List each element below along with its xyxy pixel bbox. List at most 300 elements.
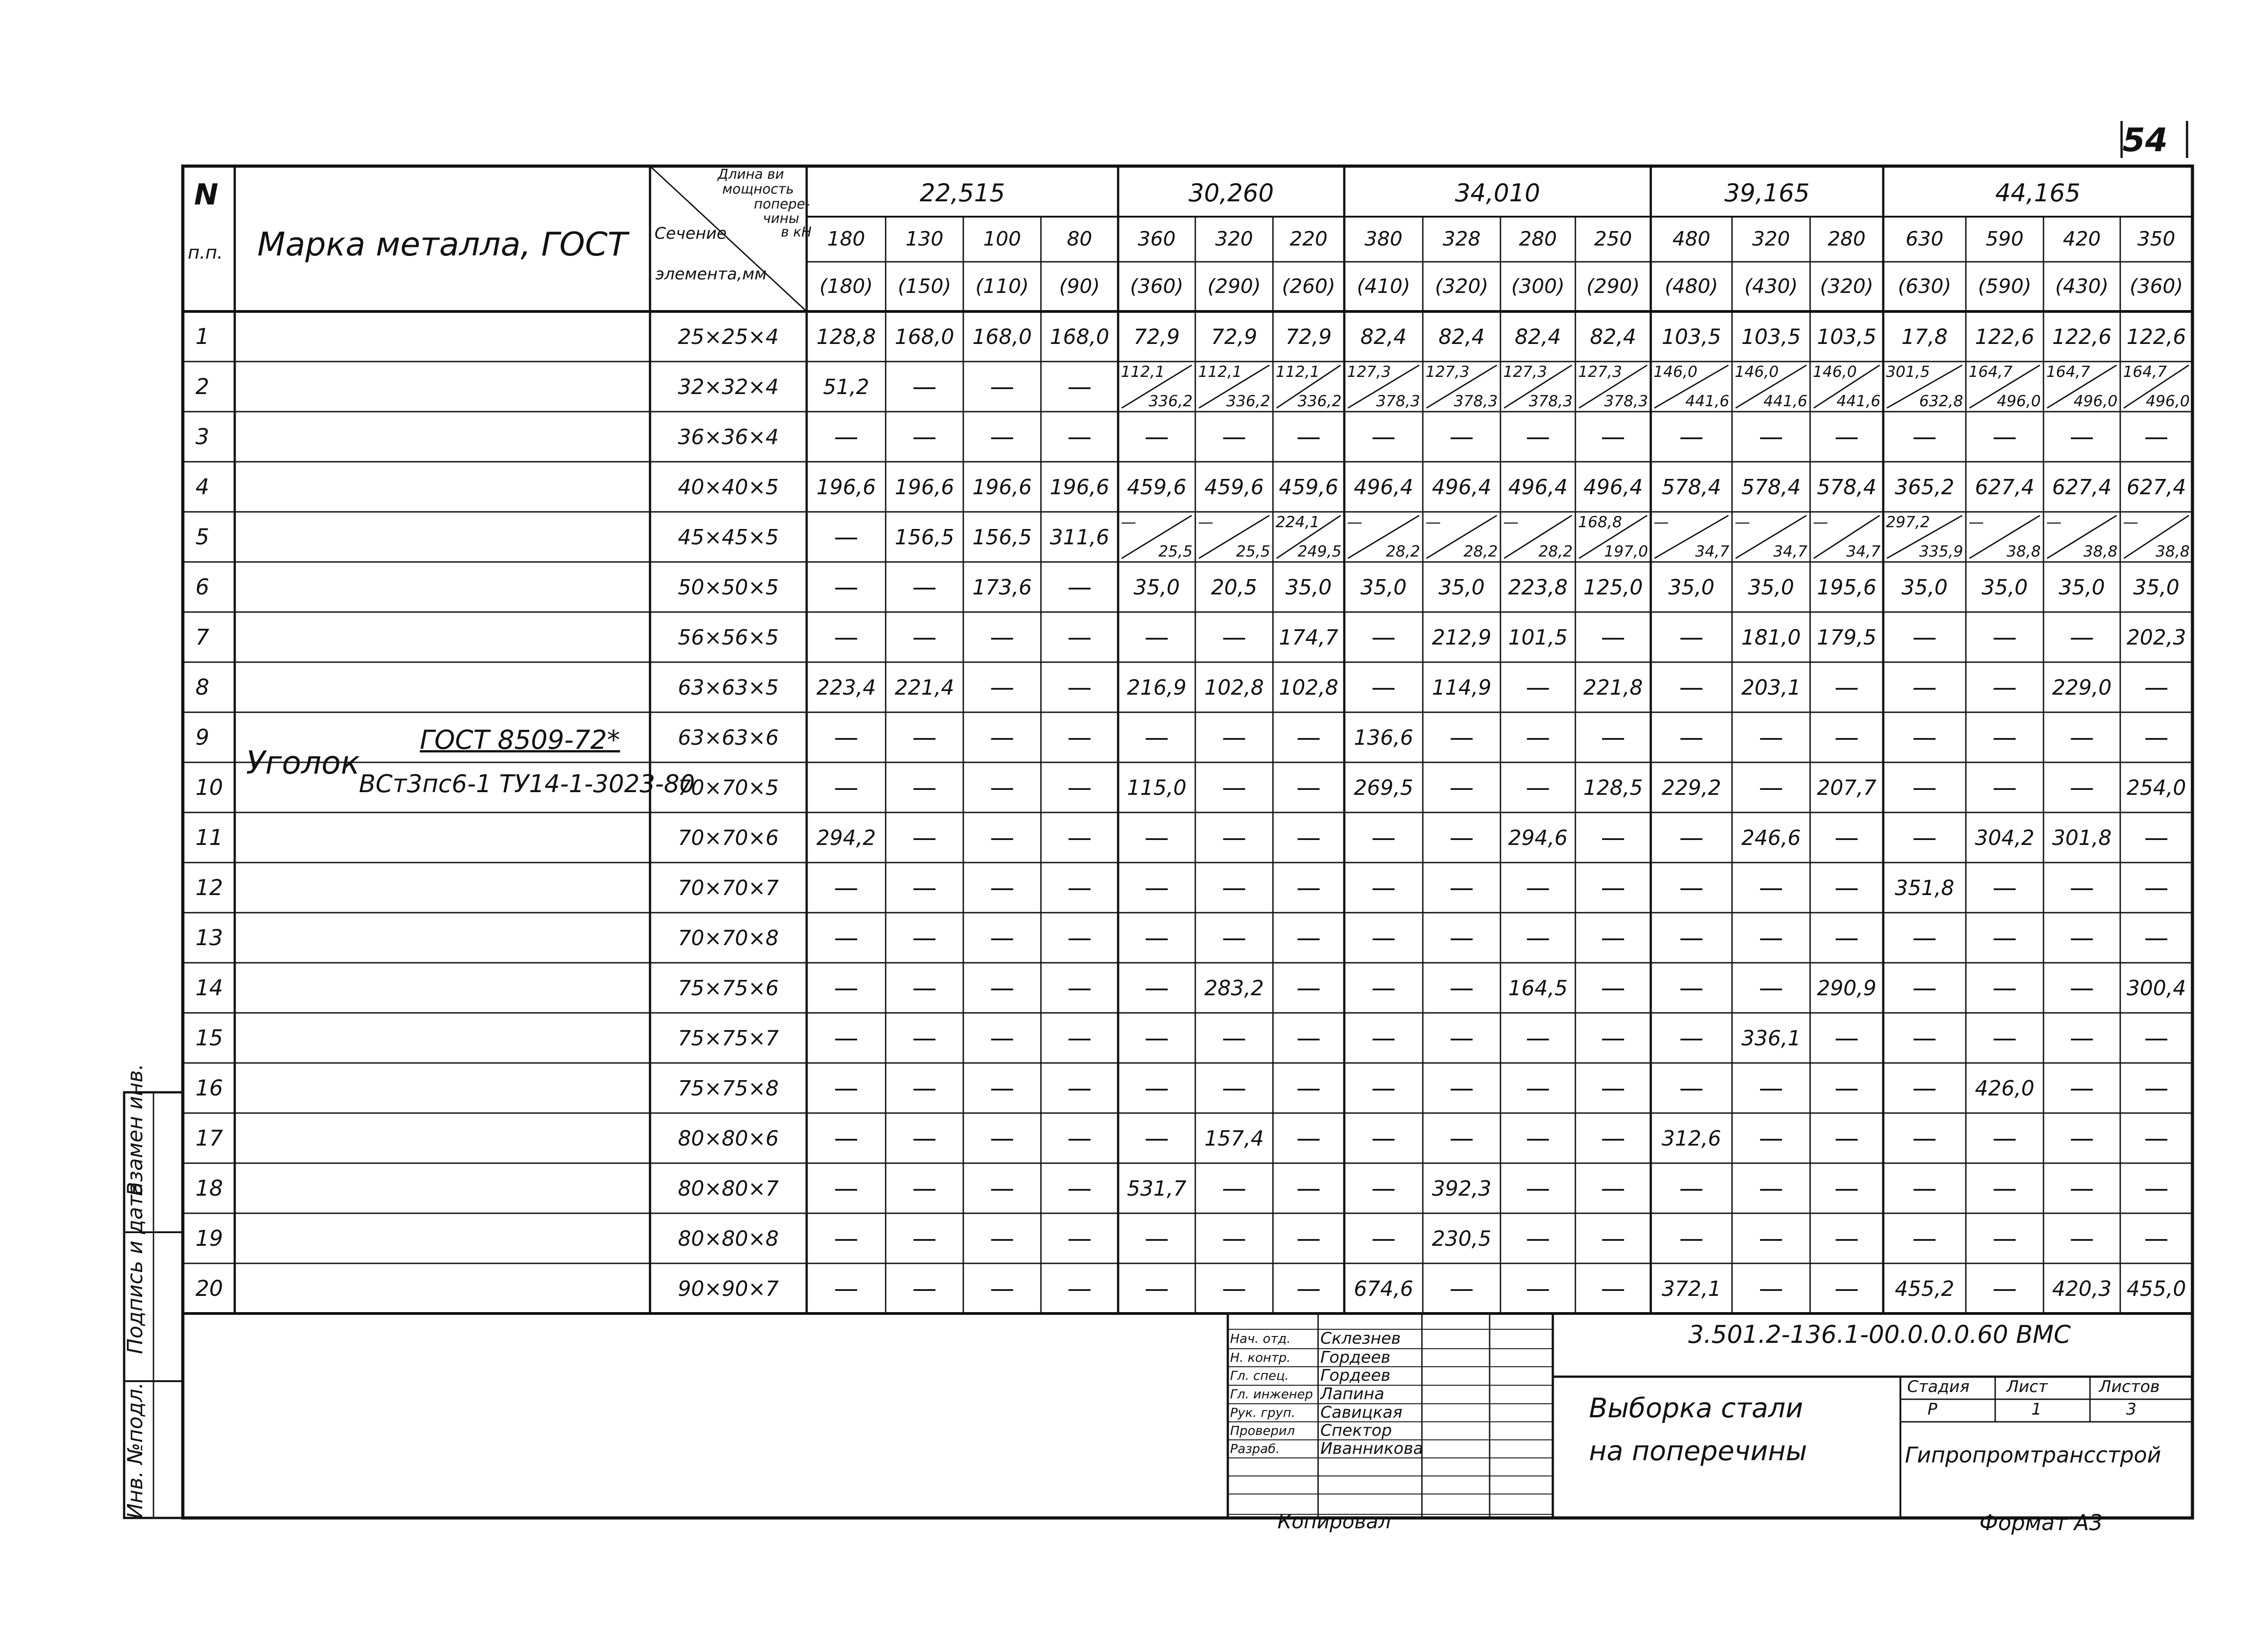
fraction-top: — xyxy=(1969,513,1984,531)
value-cell: 122,6 xyxy=(2127,324,2186,349)
value-cell: — xyxy=(2070,923,2094,952)
value-cell: 216,9 xyxy=(1127,675,1187,700)
value-cell: 173,6 xyxy=(972,575,1032,599)
value-cell: — xyxy=(1601,873,1625,902)
fraction-cell xyxy=(1273,512,1344,562)
value-cell: 164,5 xyxy=(1508,975,1568,1000)
fraction-bottom: 38,8 xyxy=(2006,543,2041,561)
value-cell: — xyxy=(1144,1224,1169,1253)
value-cell: — xyxy=(1067,973,1092,1002)
side-label-replace: Взамен инв. xyxy=(123,1063,147,1196)
fraction-bottom: 28,2 xyxy=(1463,543,1498,561)
value-cell: — xyxy=(2070,773,2094,802)
value-cell: — xyxy=(1526,673,1550,701)
stamp-name: Лапина xyxy=(1320,1385,1384,1403)
value-cell: — xyxy=(1371,973,1396,1002)
fraction-top: — xyxy=(2123,513,2138,531)
value-cell: — xyxy=(2070,422,2094,451)
value-cell: — xyxy=(1144,1023,1169,1052)
value-cell: — xyxy=(1526,1224,1550,1253)
capacity-top: 100 xyxy=(983,227,1021,251)
fraction-cell xyxy=(1118,512,1195,562)
value-cell: — xyxy=(1371,1224,1396,1253)
section-size: 56×56×5 xyxy=(678,625,779,650)
value-cell: 51,2 xyxy=(823,374,869,399)
value-cell: — xyxy=(2144,1123,2169,1152)
capacity-top: 350 xyxy=(2137,227,2175,251)
capacity-bottom: (260) xyxy=(1282,275,1336,298)
value-cell: — xyxy=(1144,622,1169,651)
value-cell: — xyxy=(990,673,1014,701)
value-cell: — xyxy=(1759,973,1783,1002)
diag-top-text: Длина ви xyxy=(718,167,784,182)
fraction-cell xyxy=(1575,362,1651,412)
capacity-top: 320 xyxy=(1215,227,1253,251)
value-cell: 496,4 xyxy=(1432,474,1491,499)
value-cell: — xyxy=(990,973,1014,1002)
fraction-bottom: 336,2 xyxy=(1297,392,1342,410)
value-cell: — xyxy=(1296,1174,1321,1202)
value-cell: — xyxy=(990,1274,1014,1303)
fraction-bottom: 632,8 xyxy=(1919,392,1963,410)
value-cell: — xyxy=(1526,1274,1550,1303)
value-cell: — xyxy=(1834,1123,1859,1152)
value-cell: — xyxy=(2144,873,2169,902)
value-cell: — xyxy=(1834,673,1859,701)
row-number: 2 xyxy=(195,374,209,399)
row-number: 16 xyxy=(195,1075,223,1101)
value-cell: — xyxy=(1679,622,1704,651)
fraction-bottom: 496,0 xyxy=(2073,392,2118,410)
value-cell: — xyxy=(1371,1174,1396,1202)
value-cell: — xyxy=(1759,1174,1783,1202)
fraction-cell xyxy=(1732,362,1810,412)
fraction-bottom: 496,0 xyxy=(2146,392,2190,410)
row-number: 7 xyxy=(195,624,209,650)
stamp-name: Савицкая xyxy=(1320,1403,1402,1422)
value-cell: — xyxy=(912,622,937,651)
stamp-name: Иванникова xyxy=(1320,1439,1423,1458)
value-cell: 229,0 xyxy=(2052,675,2112,700)
value-cell: 304,2 xyxy=(1975,825,2034,850)
value-cell: 496,4 xyxy=(1583,474,1643,499)
fraction-cell xyxy=(1423,512,1500,562)
value-cell: — xyxy=(1912,1174,1937,1202)
capacity-top: 250 xyxy=(1594,227,1632,251)
value-cell: — xyxy=(912,372,937,401)
value-cell: — xyxy=(2144,723,2169,752)
row-number: 6 xyxy=(195,574,209,600)
fraction-cell xyxy=(1651,362,1732,412)
capacity-top: 80 xyxy=(1067,227,1092,251)
value-cell: — xyxy=(1449,773,1474,802)
value-cell: 627,4 xyxy=(2127,474,2186,499)
value-cell: 578,4 xyxy=(1741,474,1801,499)
row-number: 19 xyxy=(195,1225,223,1251)
fraction-bottom: 38,8 xyxy=(2083,543,2118,561)
value-cell: — xyxy=(834,723,859,752)
value-cell: — xyxy=(1067,622,1092,651)
stamp-role: Гл. спец. xyxy=(1230,1368,1289,1383)
value-cell: — xyxy=(2070,1023,2094,1052)
fraction-top: 127,3 xyxy=(1503,363,1547,381)
stamp-role: Н. контр. xyxy=(1230,1350,1291,1365)
fraction-top: — xyxy=(1198,513,1213,531)
value-cell: — xyxy=(1759,723,1783,752)
value-cell: 420,3 xyxy=(2052,1276,2112,1301)
value-cell: — xyxy=(1067,372,1092,401)
section-size: 75×75×6 xyxy=(678,975,779,1000)
row-number: 1 xyxy=(195,324,209,349)
value-cell: — xyxy=(1526,773,1550,802)
value-cell: — xyxy=(1449,1073,1474,1102)
value-cell: — xyxy=(1222,1224,1246,1253)
value-cell: 82,4 xyxy=(1590,324,1636,349)
fraction-top: — xyxy=(1503,513,1519,531)
fraction-top: 164,7 xyxy=(2046,363,2090,381)
value-cell: 128,5 xyxy=(1583,775,1643,800)
section-size: 45×45×5 xyxy=(678,524,779,549)
capacity-top: 328 xyxy=(1443,227,1481,251)
value-cell: — xyxy=(1601,923,1625,952)
sheets-value: 3 xyxy=(2126,1400,2136,1419)
fraction-cell xyxy=(2120,512,2192,562)
value-cell: — xyxy=(1992,1224,2017,1253)
value-cell: — xyxy=(1067,873,1092,902)
capacity-bottom: (290) xyxy=(1207,275,1261,298)
fraction-cell xyxy=(1195,362,1273,412)
capacity-bottom: (630) xyxy=(1898,275,1951,298)
value-cell: — xyxy=(1679,973,1704,1002)
value-cell: 174,7 xyxy=(1279,625,1338,650)
value-cell: — xyxy=(1912,1073,1937,1102)
value-cell: — xyxy=(1912,823,1937,852)
doc-code: 3.501.2-136.1-00.0.0.0.60 ВМС xyxy=(1688,1320,2071,1349)
value-cell: — xyxy=(2070,1174,2094,1202)
value-cell: — xyxy=(1526,723,1550,752)
value-cell: — xyxy=(1992,1174,2017,1202)
value-cell: — xyxy=(990,372,1014,401)
value-cell: 102,8 xyxy=(1279,675,1338,700)
row-number: 20 xyxy=(195,1276,223,1301)
value-cell: 179,5 xyxy=(1817,625,1876,650)
value-cell: — xyxy=(912,572,937,601)
value-cell: — xyxy=(2070,1123,2094,1152)
capacity-top: 480 xyxy=(1672,227,1710,251)
value-cell: — xyxy=(1992,773,2017,802)
value-cell: — xyxy=(1679,823,1704,852)
section-size: 32×32×4 xyxy=(678,374,779,399)
value-cell: — xyxy=(834,1174,859,1202)
diag-top-text: попере- xyxy=(754,196,810,212)
value-cell: — xyxy=(1526,873,1550,902)
fraction-top: 164,7 xyxy=(1969,363,2013,381)
section-size: 70×70×5 xyxy=(678,775,779,800)
fraction-top: 112,1 xyxy=(1121,363,1165,381)
value-cell: — xyxy=(1601,1224,1625,1253)
value-cell: 627,4 xyxy=(1975,474,2034,499)
value-cell: — xyxy=(1222,1274,1246,1303)
value-cell: — xyxy=(1449,1123,1474,1152)
value-cell: — xyxy=(990,622,1014,651)
value-cell: 230,5 xyxy=(1432,1226,1491,1251)
stamp-role: Рук. груп. xyxy=(1230,1405,1296,1420)
value-cell: — xyxy=(1834,923,1859,952)
value-cell: — xyxy=(1222,622,1246,651)
value-cell: — xyxy=(2144,1073,2169,1102)
value-cell: — xyxy=(1144,422,1169,451)
value-cell: — xyxy=(1222,1023,1246,1052)
value-cell: 496,4 xyxy=(1354,474,1413,499)
value-cell: — xyxy=(1992,873,2017,902)
fraction-top: — xyxy=(1735,513,1750,531)
fraction-top: 112,1 xyxy=(1276,363,1320,381)
section-size: 80×80×8 xyxy=(678,1226,779,1251)
value-cell: — xyxy=(834,572,859,601)
page-number: 54 xyxy=(2122,121,2168,159)
side-label-sign: Подпись и дата xyxy=(123,1182,147,1354)
value-cell: — xyxy=(834,973,859,1002)
row-number: 10 xyxy=(195,775,223,800)
value-cell: — xyxy=(990,1174,1014,1202)
value-cell: — xyxy=(834,622,859,651)
fraction-cell xyxy=(1732,512,1810,562)
value-cell: 35,0 xyxy=(1285,575,1332,599)
capacity-bottom: (300) xyxy=(1511,275,1565,298)
value-cell: — xyxy=(912,1023,937,1052)
row-number: 3 xyxy=(195,424,209,450)
value-cell: — xyxy=(834,873,859,902)
fraction-top: 127,3 xyxy=(1347,363,1391,381)
capacity-bottom: (90) xyxy=(1059,275,1100,298)
value-cell: — xyxy=(1992,1023,2017,1052)
value-cell: 459,6 xyxy=(1279,474,1338,499)
value-cell: — xyxy=(1222,1174,1246,1202)
value-cell: — xyxy=(1296,1123,1321,1152)
value-cell: 459,6 xyxy=(1204,474,1264,499)
value-cell: — xyxy=(912,723,937,752)
value-cell: 35,0 xyxy=(1748,575,1794,599)
capacity-top: 280 xyxy=(1828,227,1866,251)
value-cell: — xyxy=(1601,723,1625,752)
value-cell: 82,4 xyxy=(1360,324,1407,349)
section-size: 70×70×7 xyxy=(678,875,779,900)
value-cell: — xyxy=(1759,873,1783,902)
value-cell: — xyxy=(834,522,859,551)
value-cell: — xyxy=(912,1224,937,1253)
fraction-cell xyxy=(1966,512,2043,562)
value-cell: — xyxy=(1912,973,1937,1002)
value-cell: — xyxy=(2144,1023,2169,1052)
capacity-bottom: (590) xyxy=(1978,275,2032,298)
group-label: 30,260 xyxy=(1189,178,1274,207)
value-cell: — xyxy=(1912,1023,1937,1052)
stamp-name: Гордеев xyxy=(1320,1348,1391,1367)
row-number: 17 xyxy=(195,1125,223,1151)
stamp-name: Спектор xyxy=(1320,1421,1392,1440)
value-cell: — xyxy=(1449,823,1474,852)
value-cell: 72,9 xyxy=(1133,324,1180,349)
value-cell: — xyxy=(1296,723,1321,752)
value-cell: — xyxy=(1371,422,1396,451)
capacity-bottom: (430) xyxy=(2055,275,2109,298)
value-cell: 35,0 xyxy=(1438,575,1485,599)
value-cell: 35,0 xyxy=(1668,575,1715,599)
fraction-top: — xyxy=(2046,513,2062,531)
value-cell: 365,2 xyxy=(1895,474,1955,499)
row-number: 11 xyxy=(195,825,223,850)
value-cell: — xyxy=(1992,1123,2017,1152)
value-cell: — xyxy=(1992,422,2017,451)
value-cell: 212,9 xyxy=(1432,625,1491,650)
value-cell: — xyxy=(2070,723,2094,752)
value-cell: 103,5 xyxy=(1817,324,1876,349)
section-size: 80×80×7 xyxy=(678,1176,779,1201)
value-cell: 196,6 xyxy=(1050,474,1110,499)
value-cell: — xyxy=(1679,1073,1704,1102)
capacity-bottom: (360) xyxy=(2129,275,2183,298)
fraction-bottom: 496,0 xyxy=(1997,392,2041,410)
value-cell: 578,4 xyxy=(1817,474,1876,499)
row-number: 18 xyxy=(195,1175,223,1201)
value-cell: — xyxy=(1296,923,1321,952)
value-cell: 103,5 xyxy=(1741,324,1801,349)
row-number: 5 xyxy=(195,524,209,550)
value-cell: — xyxy=(1679,873,1704,902)
value-cell: 196,6 xyxy=(972,474,1032,499)
value-cell: 102,8 xyxy=(1204,675,1264,700)
value-cell: 311,6 xyxy=(1050,524,1110,549)
value-cell: 223,4 xyxy=(816,675,876,700)
value-cell: — xyxy=(1144,973,1169,1002)
format-label: Формат А3 xyxy=(1979,1510,2103,1536)
value-cell: — xyxy=(1679,673,1704,701)
fraction-bottom: 38,8 xyxy=(2155,543,2190,561)
value-cell: 246,6 xyxy=(1741,825,1801,850)
value-cell: — xyxy=(1296,1274,1321,1303)
value-cell: — xyxy=(1449,1023,1474,1052)
diag-top-text: мощность xyxy=(722,181,794,197)
value-cell: 72,9 xyxy=(1285,324,1332,349)
fraction-top: — xyxy=(1347,513,1362,531)
fraction-cell xyxy=(1883,362,1966,412)
capacity-bottom: (290) xyxy=(1586,275,1640,298)
value-cell: — xyxy=(1067,1123,1092,1152)
value-cell: — xyxy=(1296,1023,1321,1052)
value-cell: — xyxy=(1296,773,1321,802)
value-cell: — xyxy=(1992,973,2017,1002)
value-cell: — xyxy=(912,422,937,451)
sheet-value: 1 xyxy=(2031,1400,2042,1419)
value-cell: — xyxy=(912,1174,937,1202)
value-cell: — xyxy=(990,1073,1014,1102)
value-cell: 283,2 xyxy=(1204,975,1264,1000)
sheets-label: Листов xyxy=(2099,1378,2160,1396)
value-cell: 207,7 xyxy=(1817,775,1876,800)
fraction-bottom: 378,3 xyxy=(1528,392,1573,410)
stamp-role: Гл. инженер xyxy=(1230,1387,1313,1401)
value-cell: — xyxy=(1067,723,1092,752)
value-cell: — xyxy=(1601,422,1625,451)
value-cell: — xyxy=(1912,773,1937,802)
value-cell: — xyxy=(1067,673,1092,701)
value-cell: — xyxy=(912,1073,937,1102)
section-size: 75×75×7 xyxy=(678,1026,779,1050)
fraction-cell xyxy=(1500,362,1575,412)
value-cell: — xyxy=(1834,873,1859,902)
value-cell: — xyxy=(1371,673,1396,701)
value-cell: 294,2 xyxy=(816,825,876,850)
fraction-top: 127,3 xyxy=(1426,363,1470,381)
capacity-top: 590 xyxy=(1986,227,2024,251)
value-cell: 115,0 xyxy=(1127,775,1187,800)
value-cell: — xyxy=(912,1274,937,1303)
value-cell: — xyxy=(1296,823,1321,852)
value-cell: — xyxy=(1067,572,1092,601)
fraction-cell xyxy=(2043,512,2120,562)
value-cell: 455,0 xyxy=(2127,1276,2186,1301)
value-cell: — xyxy=(990,422,1014,451)
value-cell: — xyxy=(1992,923,2017,952)
value-cell: — xyxy=(1601,1123,1625,1152)
value-cell: 156,5 xyxy=(972,524,1032,549)
value-cell: — xyxy=(1144,873,1169,902)
value-cell: — xyxy=(1067,1023,1092,1052)
value-cell: — xyxy=(1759,1274,1783,1303)
value-cell: 229,2 xyxy=(1662,775,1721,800)
fraction-cell xyxy=(1883,512,1966,562)
value-cell: — xyxy=(1834,1174,1859,1202)
value-cell: — xyxy=(912,923,937,952)
value-cell: 156,5 xyxy=(895,524,954,549)
value-cell: 35,0 xyxy=(1981,575,2028,599)
fraction-bottom: 25,5 xyxy=(1158,543,1193,561)
value-cell: 221,8 xyxy=(1583,675,1643,700)
fraction-cell xyxy=(1273,362,1344,412)
value-cell: — xyxy=(2070,973,2094,1002)
value-cell: — xyxy=(1679,723,1704,752)
fraction-bottom: 34,7 xyxy=(1773,543,1807,561)
section-size: 75×75×8 xyxy=(678,1076,779,1100)
capacity-bottom: (150) xyxy=(897,275,952,298)
value-cell: — xyxy=(1371,1023,1396,1052)
value-cell: — xyxy=(1144,1073,1169,1102)
value-cell: — xyxy=(1912,673,1937,701)
num-header: N xyxy=(194,178,218,212)
value-cell: — xyxy=(1912,723,1937,752)
value-cell: — xyxy=(1601,1174,1625,1202)
fraction-cell xyxy=(1810,362,1883,412)
fraction-cell xyxy=(1423,362,1500,412)
value-cell: — xyxy=(1371,622,1396,651)
value-cell: — xyxy=(1759,1073,1783,1102)
value-cell: — xyxy=(834,1224,859,1253)
value-cell: — xyxy=(1601,1023,1625,1052)
value-cell: — xyxy=(1371,1073,1396,1102)
value-cell: — xyxy=(1296,1073,1321,1102)
value-cell: — xyxy=(1371,823,1396,852)
value-cell: — xyxy=(1067,422,1092,451)
value-cell: — xyxy=(2144,823,2169,852)
value-cell: 300,4 xyxy=(2127,975,2186,1000)
section-size: 63×63×6 xyxy=(678,725,779,750)
value-cell: — xyxy=(2144,923,2169,952)
value-cell: — xyxy=(1222,773,1246,802)
copied-label: Копировал xyxy=(1277,1510,1391,1533)
value-cell: — xyxy=(912,823,937,852)
value-cell: — xyxy=(1371,1123,1396,1152)
value-cell: — xyxy=(2144,673,2169,701)
